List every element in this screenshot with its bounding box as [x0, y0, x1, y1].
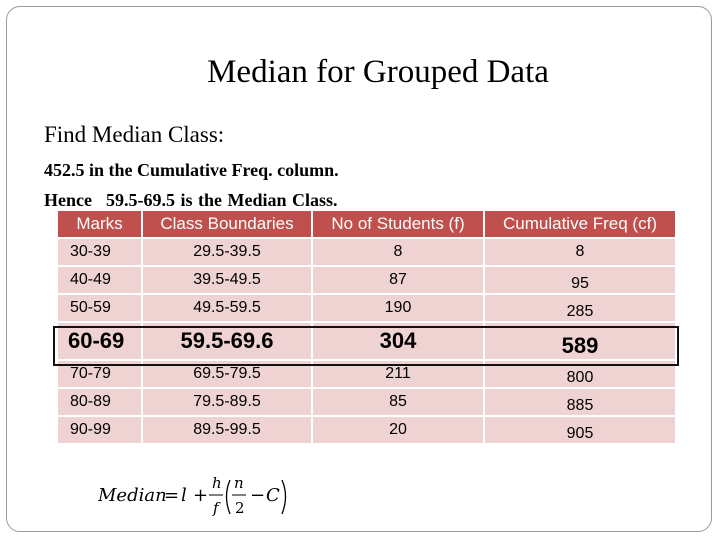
cell-cumulative-freq: 905 [485, 417, 675, 443]
cell-students: 8 [313, 239, 483, 265]
table-header-row [58, 211, 675, 237]
cell-cumulative-freq: 285 [485, 295, 675, 321]
cell-class-boundaries: 39.5-49.5 [143, 267, 311, 293]
cell-students: 20 [313, 417, 483, 443]
cumulative-freq-note: 452.5 in the Cumulative Freq. column. [44, 160, 339, 180]
formula-two: 2 [235, 499, 245, 517]
formula-right-paren [282, 480, 286, 514]
formula-equals: = [164, 485, 180, 506]
cell-class-boundaries: 49.5-59.5 [143, 295, 311, 321]
cell-students: 304 [313, 323, 483, 359]
cell-marks: 90-99 [58, 417, 141, 443]
cell-cumulative-freq: 800 [485, 361, 675, 387]
header-cumulative-freq: Cumulative Freq (cf) [485, 211, 675, 237]
header-class-boundaries: Class Boundaries [143, 211, 311, 237]
header-marks: Marks [58, 211, 141, 237]
median-class-statement [44, 190, 338, 211]
cell-cumulative-freq: 885 [485, 389, 675, 415]
formula-C: C [266, 485, 280, 506]
cell-marks: 60-69 [58, 323, 141, 359]
formula-plus: + [193, 485, 209, 506]
median-class-text: 59.5-69.5 is the Median Class. [105, 190, 338, 210]
formula-median: Median [98, 485, 167, 506]
subheading-find-median-class: Find Median Class: [44, 122, 225, 147]
cell-class-boundaries: 69.5-79.5 [143, 361, 311, 387]
median-formula [98, 468, 298, 524]
table-row [58, 267, 675, 293]
cell-students: 190 [313, 295, 483, 321]
cell-students: 211 [313, 361, 483, 387]
formula-n: n [234, 474, 244, 492]
cell-cumulative-freq: 589 [485, 323, 675, 359]
page-title: Median for Grouped Data [207, 54, 549, 90]
formula-l: l [181, 485, 187, 506]
cell-students: 85 [313, 389, 483, 415]
cell-students: 87 [313, 267, 483, 293]
table-row [58, 361, 675, 387]
median-class-row [58, 323, 675, 359]
table-row [58, 239, 675, 265]
formula-f: f [213, 499, 219, 517]
table-row [58, 295, 675, 321]
table-row [58, 389, 675, 415]
cell-marks: 70-79 [58, 361, 141, 387]
hence-word: Hence [44, 190, 92, 210]
cell-marks: 30-39 [58, 239, 141, 265]
cell-class-boundaries: 59.5-69.6 [143, 323, 311, 359]
cell-class-boundaries: 79.5-89.5 [143, 389, 311, 415]
cell-cumulative-freq: 8 [485, 239, 675, 265]
formula-h: h [212, 474, 222, 492]
cell-marks: 50-59 [58, 295, 141, 321]
frequency-table [56, 209, 677, 445]
table-row [58, 417, 675, 443]
cell-class-boundaries: 89.5-99.5 [143, 417, 311, 443]
cell-marks: 40-49 [58, 267, 141, 293]
header-no-of-students: No of Students (f) [313, 211, 483, 237]
formula-minus: − [250, 485, 266, 506]
cell-marks: 80-89 [58, 389, 141, 415]
cell-class-boundaries: 29.5-39.5 [143, 239, 311, 265]
formula-left-paren [227, 480, 231, 514]
cell-cumulative-freq: 95 [485, 267, 675, 293]
